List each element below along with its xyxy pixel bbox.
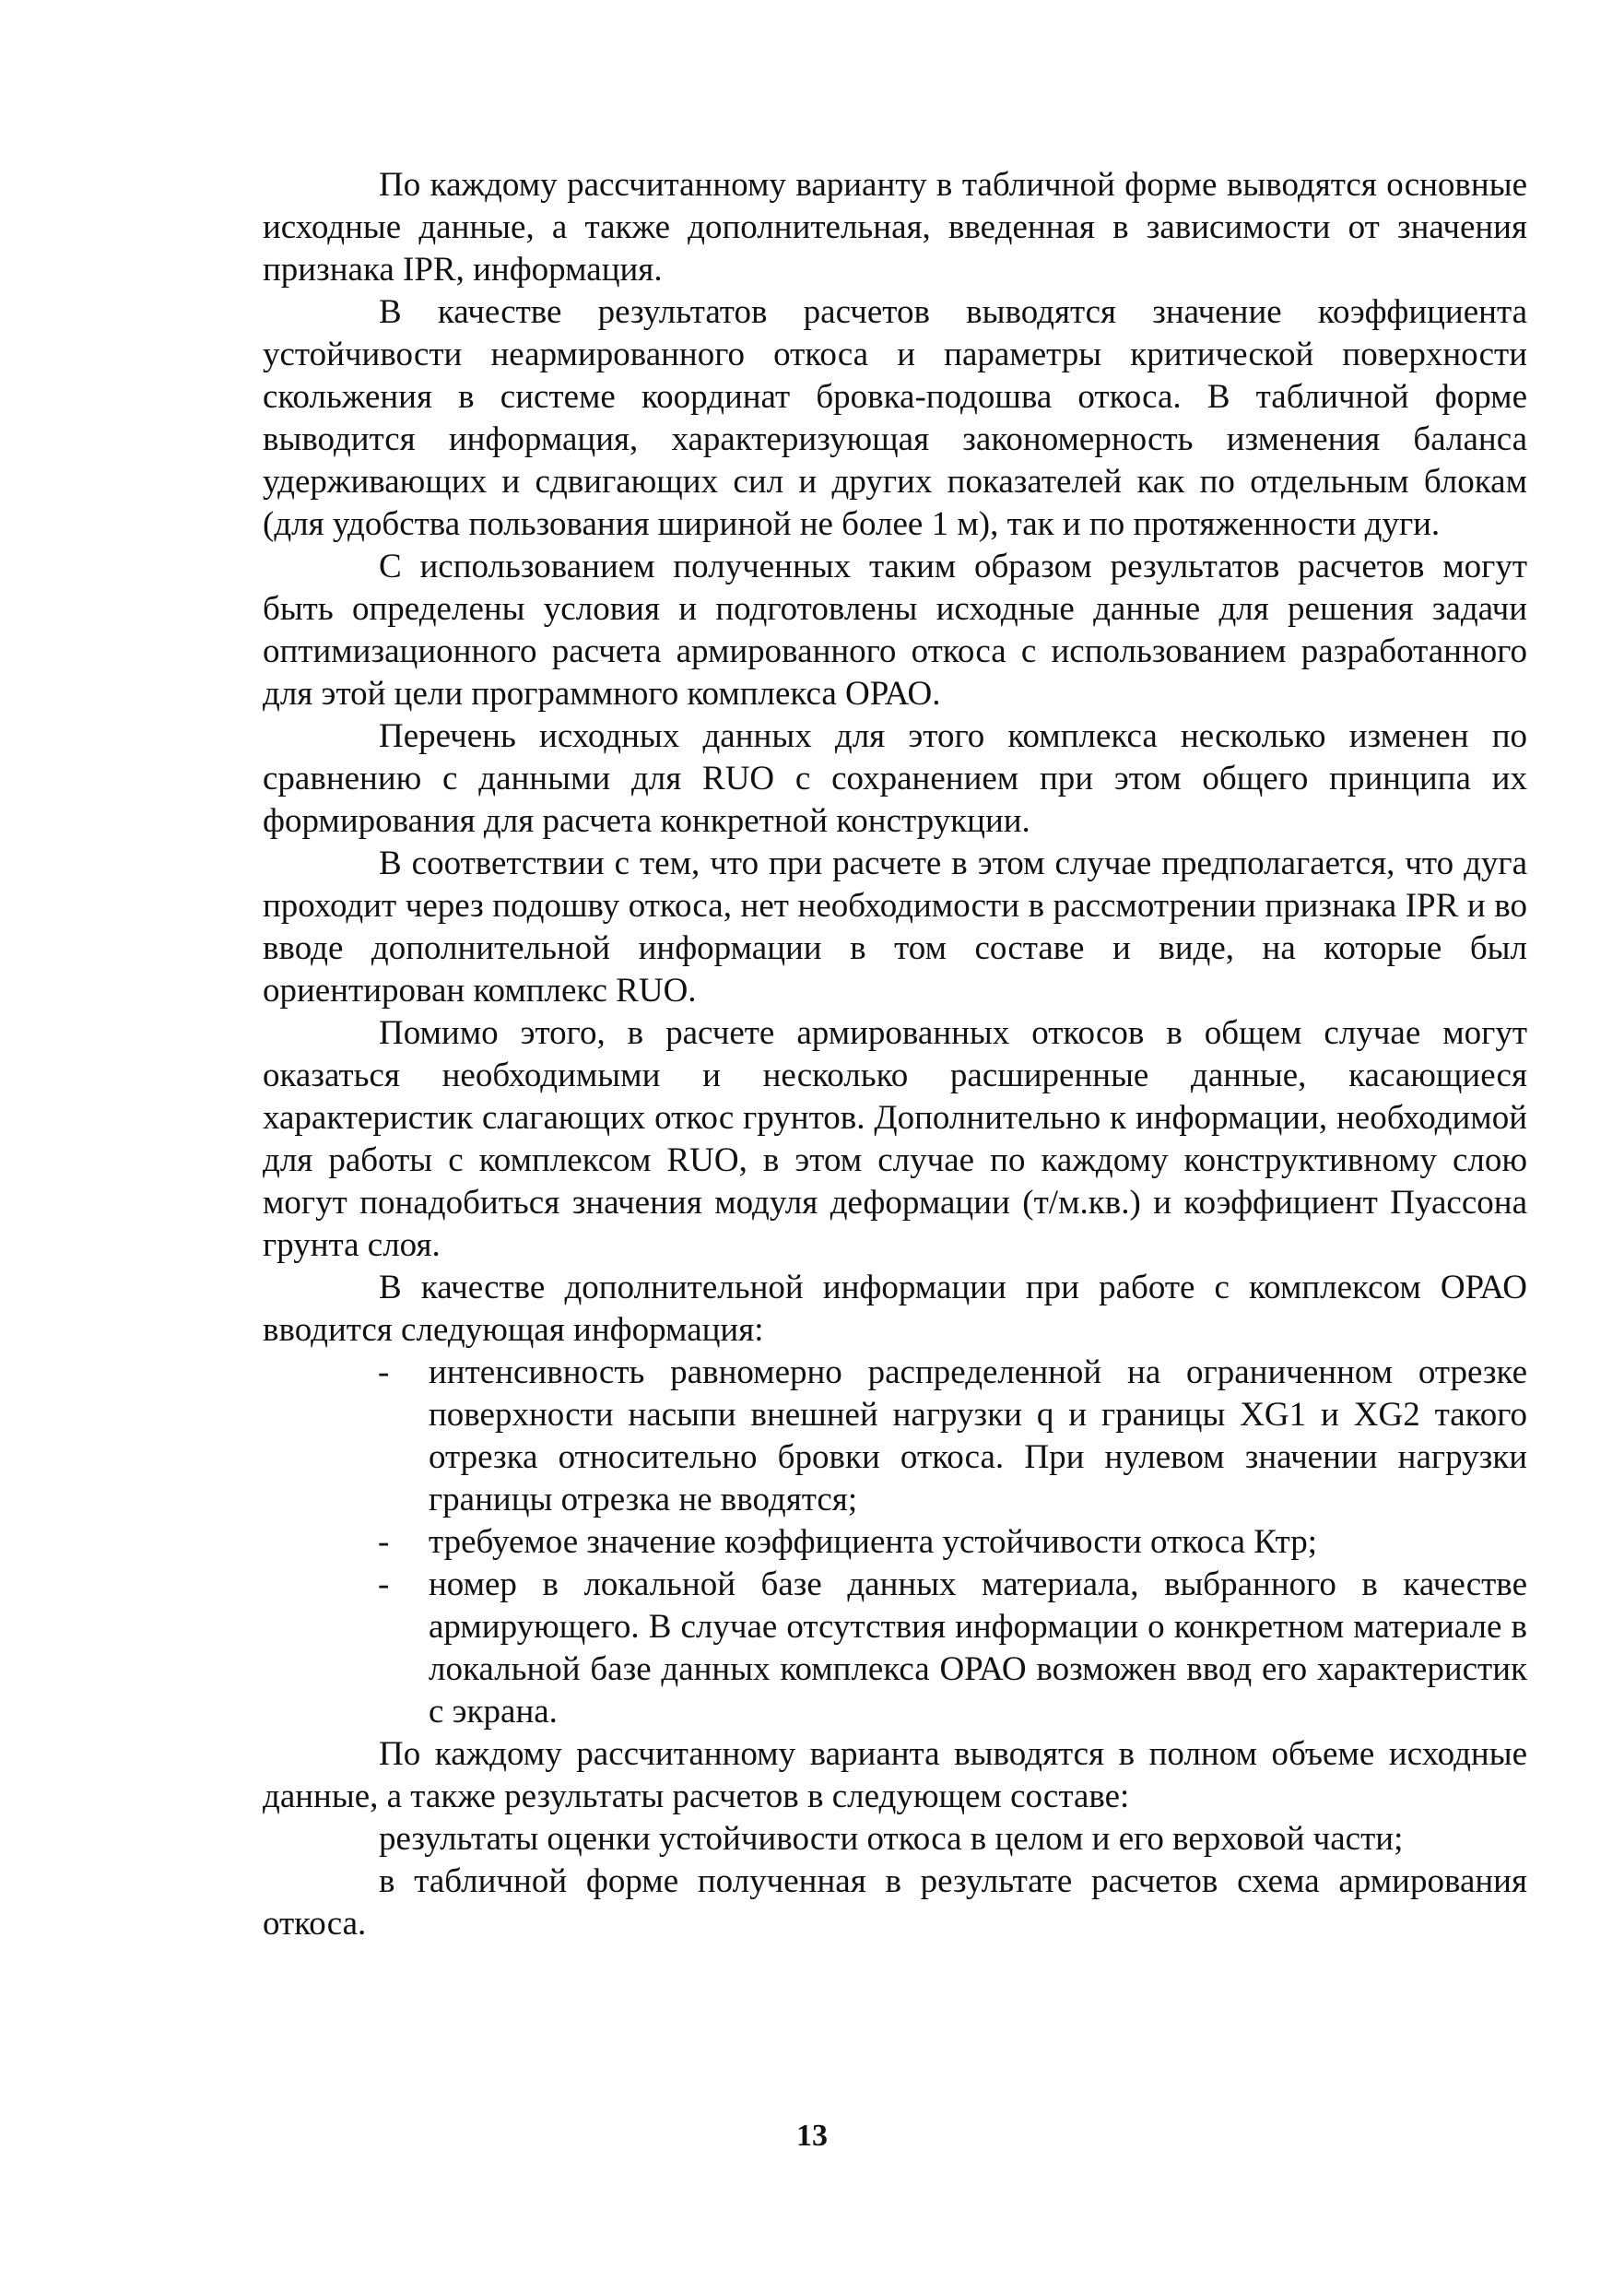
paragraph-calculation-results: В качестве результатов расчетов выводятся значение коэффициента устойчивости неармированного откоса и параметры критической поверхности скольжения в системе координат бровка-подошва откоса. В табличной форме выводится информация, характеризующая закономерность изменения баланса удерживающих и сдвигающих сил и других показателей как по отдельным блокам (для удобства пользования шириной не более 1 м), так и по протяженности дуги. <box>263 293 1527 543</box>
dash-bullet: - <box>378 1565 390 1603</box>
paragraph-stability-results: результаты оценки устойчивости откоса в целом и его верховой части; <box>379 1820 1404 1858</box>
list-item <box>378 1564 1527 1733</box>
dash-bullet: - <box>378 1523 390 1561</box>
list-item-text: интенсивность равномерно распределенной на ограниченном отрезке поверхности насыпи внешней нагрузки q и границы XG1 и XG2 такого отрезка относительно бровки откоса. При нулевом значении нагрузки границы отрезка не вводятся; <box>429 1353 1527 1518</box>
paragraph-extended-soil-data: Помимо этого, в расчете армированных откосов в общем случае могут оказаться необходимыми и несколько расширенные данные, касающиеся характеристик слагающих откос грунтов. Дополнительно к информации, необходимой для работы с комплексом RUO, в этом случае по каждому конструктивному слою могут понадобиться значения модуля деформации (т/м.кв.) и коэффициент Пуассона грунта слоя. <box>263 1014 1527 1264</box>
paragraph-output-variants: По каждому рассчитанному варианту в табличной форме выводятся основные исходные данные, а также дополнительная, введенная в зависимости от значения признака IPR, информация. <box>263 166 1527 289</box>
paragraph-output-full-volume: По каждому рассчитанному варианта выводятся в полном объеме исходные данные, а также результаты расчетов в следующем составе: <box>263 1735 1527 1815</box>
paragraph-additional-info-intro: В качестве дополнительной информации при работе с комплексом ОРАО вводится следующая информация: <box>263 1269 1527 1349</box>
additional-info-list <box>263 1352 1527 1733</box>
list-item <box>378 1352 1527 1521</box>
page-number: 13 <box>796 2119 828 2153</box>
paragraph-arc-assumption: В соответствии с тем, что при расчете в этом случае предполагается, что дуга проходит через подошву откоса, нет необходимости в рассмотрении признака IPR и во вводе дополнительной информации в том составе и виде, на которые был ориентирован комплекс RUO. <box>263 845 1527 1010</box>
paragraph-opao-complex: С использованием полученных таким образом результатов расчетов могут быть определены условия и подготовлены исходные данные для решения задачи оптимизационного расчета армированного откоса с использованием разработанного для этой цели программного комплекса ОРАО. <box>263 548 1527 713</box>
paragraph-reinforcement-scheme: в табличной форме полученная в результате расчетов схема армирования откоса. <box>263 1862 1527 1943</box>
paragraph-input-list-changes: Перечень исходных данных для этого комплекса несколько изменен по сравнению с данными для RUO с сохранением при этом общего принципа их формирования для расчета конкретной конструкции. <box>263 717 1527 840</box>
dash-bullet: - <box>378 1353 390 1391</box>
list-item <box>378 1521 1527 1564</box>
list-item-text: требуемое значение коэффициента устойчивости откоса Ктр; <box>429 1523 1317 1561</box>
list-item-text: номер в локальной базе данных материала, выбранного в качестве армирующего. В случае отсутствия информации о конкретном материале в локальной базе данных комплекса ОРАО возможен ввод его характеристик с экрана. <box>429 1565 1527 1731</box>
document-body <box>263 164 1527 1945</box>
